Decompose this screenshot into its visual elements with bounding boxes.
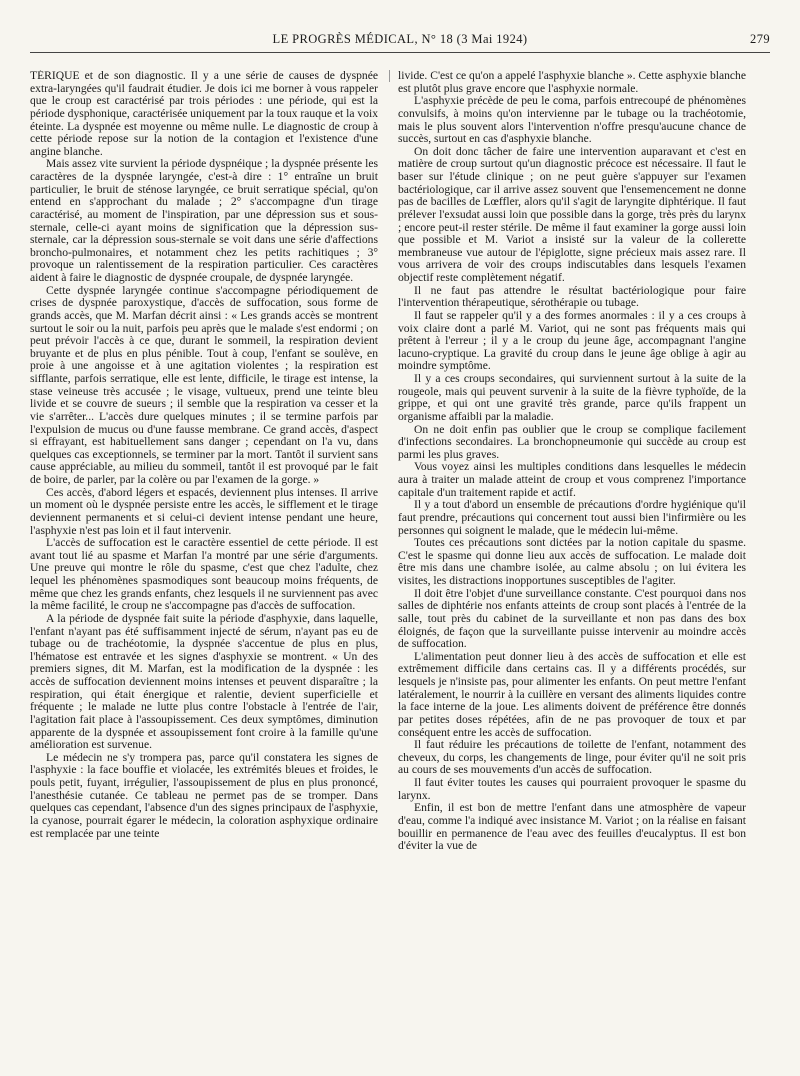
paragraph: TÉRIQUE et de son diagnostic. Il y a une série de causes de dyspnée extra-laryngées qu'il faudrait étudier. Je dois ici me borner à vous rappeler que le croup est caractérisé par trois périodes : une période, qui est la période dysphonique, caractérisée uniquement par la toux rauque et la voix éteinte. La dyspnée est moyenne ou même nulle. Le diagnostic de croup à cette période repose sur la notion de la contagion et l'existence d'une angine blanche.: [30, 70, 378, 158]
paragraph: L'alimentation peut donner lieu à des accès de suffocation et elle est extrêmement difficile dans certains cas. Il y a différents procédés, sur lesquels je n'insiste pas, pour alimenter les enfants. On peut mettre l'enfant latéralement, le nourrir à la cuillère en versant des aliments liquides contre la face interne de la joue. Les aliments doivent de préférence être donnés par petites doses répétées, afin de ne pas provoquer de toux et par conséquent entre les accès de suffocation.: [398, 649, 746, 739]
paragraph: L'asphyxie précède de peu le coma, parfois entrecoupé de phénomènes convulsifs, à moins qu'on intervienne par le tubage ou la trachéotomie, mais le plus souvent alors l'intervention n'offre presqu'aucune chance de succès, surtout en cas d'asphyxie blanche.: [398, 94, 746, 146]
running-header: [24, 32, 776, 52]
left-column: [30, 70, 378, 1060]
paragraph: Il faut éviter toutes les causes qui pourraient provoquer le spasme du larynx.: [398, 776, 746, 802]
paragraph: Il y a tout d'abord un ensemble de précautions d'ordre hygiénique qu'il faut prendre, précautions qui concernent tout aussi bien l'infirmière ou les personnes qui soignent le malade, que le médecin lui-même.: [398, 498, 746, 537]
paragraph: Il y a ces croups secondaires, qui surviennent surtout à la suite de la rougeole, mais qui peuvent survenir à la suite de la fièvre typhoïde, de la grippe, et qui ont une gravité très grande, parce qu'ils frappent un organisme affaibli par la maladie.: [398, 372, 746, 423]
paragraph: Ces accès, d'abord légers et espacés, deviennent plus intenses. Il arrive un moment où le dyspnée persiste entre les accès, le sifflement et le tirage deviennent permanents et si celui-ci devient intense pendant une heure, l'asphyxie n'est pas loin et il faut intervenir.: [30, 485, 378, 537]
paragraph: livide. C'est ce qu'on a appelé l'asphyxie blanche ». Cette asphyxie blanche est plutôt plus grave encore que l'asphyxie normale.: [398, 70, 746, 95]
header-rule: [30, 52, 770, 53]
page-number: 279: [750, 32, 770, 46]
journal-title: LE PROGRÈS MÉDICAL, N° 18 (3 Mai 1924): [272, 32, 528, 46]
right-column: [398, 70, 746, 1060]
paragraph: Vous voyez ainsi les multiples conditions dans lesquelles le médecin aura à traiter un malade atteint de croup et vous comprenez l'importance capitale d'un traitement rapide et actif.: [398, 460, 746, 499]
column-divider: [389, 70, 390, 82]
paragraph: Il faut réduire les précautions de toilette de l'enfant, notamment des cheveux, du corps, les changements de linge, pour éviter qu'il ne soit pris au cours de ses mouvements d'un accès de suffocation.: [398, 738, 746, 777]
paragraph: Toutes ces précautions sont dictées par la notion capitale du spasme. C'est le spasme qui donne lieu aux accès de suffocation. Le malade doit être mis dans une chambre isolée, au calme absolu ; on lui évitera les visites, les distractions inopportunes susceptibles de l'agiter.: [398, 536, 746, 587]
paragraph: Enfin, il est bon de mettre l'enfant dans une atmosphère de vapeur d'eau, comme l'a indiqué avec insistance M. Variot ; on la réalise en faisant bouillir en permanence de l'eau avec des feuilles d'eucalyptus. Il est bon d'éviter la vue de: [398, 801, 746, 853]
paragraph: On doit donc tâcher de faire une intervention auparavant et c'est en matière de croup surtout qu'un diagnostic précoce est nécessaire. Il faut le baser sur l'étude clinique ; on ne peut guère s'appuyer sur l'examen bactériologique, car il arrive assez souvent que l'ensemencement ne donne pas de bacilles de Lœffler, alors qu'il s'agit de laryngite diphtérique. Il faut prélever l'exsudat aussi loin que possible dans la gorge, très près du larynx ; encore peut-il rester stérile. De même il faut examiner la gorge aussi loin que possible et M. Variot a insisté sur la valeur de la collerette membraneuse vue autour de l'épiglotte, signe précieux mais assez rare. Il vous arrivera de voir des croups indiscutables dans lesquels l'examen objectif reste complètement négatif.: [398, 144, 746, 284]
paragraph: Il doit être l'objet d'une surveillance constante. C'est pourquoi dans nos salles de diphtérie nos enfants atteints de croup sont placés à l'entrée de la salle, tout près du cabinet de la surveillante et non pas dans des box éloignés, de façon que la surveillante puisse intervenir au moindre accès de suffocation.: [398, 586, 746, 651]
paragraph: L'accès de suffocation est le caractère essentiel de cette période. Il est avant tout lié au spasme et Marfan l'a montré par une série d'arguments. Une preuve qui montre le rôle du spasme, c'est que chez l'adulte, chez lequel les phénomènes spasmodiques sont beaucoup moins fréquents, de même que chez les grands enfants, chez lesquels il ne surviennent pas avec la même facilité, le croup ne s'accompagne pas d'accès de suffocation.: [30, 536, 378, 613]
paragraph: Cette dyspnée laryngée continue s'accompagne périodiquement de crises de dyspnée paroxystique, d'accès de suffocation, sous forme de grands accès, que M. Marfan décrit ainsi : « Les grands accès se montrent surtout le soir ou la nuit, parfois peu après que le malade s'est endormi ; on peut prévoir l'accès à ce que, durant le sommeil, la respiration devient bruyante et de plus en plus pénible. Tout à coup, l'enfant se soulève, en proie à une angoisse et à une agitation violentes ; la respiration est sifflante, parfois serratique, elle est lente, difficile, le tirage est intense, la stase veineuse très accusée ; le visage, vultueux, prend une teinte bleu livide et se couvre de sueurs ; il semble que la respiration va cesser et la vie s'arrêter... L'accès dure quelques minutes ; il se termine parfois par l'expulsion de mucus ou d'une fausse membrane. Ce grand accès, d'aspect si effrayant, est habituellement sans danger ; cependant on l'a vu, dans quelques cas exceptionnels, se terminer par la mort. Tantôt il survient sans cause appréciable, au milieu du sommeil, tantôt il est provoqué par le fait de boire, de parler, par la colère ou par l'examen de la gorge. »: [30, 283, 378, 486]
paragraph: On ne doit enfin pas oublier que le croup se complique facilement d'infections secondaires. La bronchopneumonie qui succède au croup est parmi les plus graves.: [398, 422, 746, 461]
paragraph: Il ne faut pas attendre le résultat bactériologique pour faire l'intervention thérapeutique, sérothérapie ou tubage.: [398, 283, 746, 310]
paragraph: A la période de dyspnée fait suite la période d'asphyxie, dans laquelle, l'enfant n'ayant pas été suffisamment injecté de sérum, n'ayant pas eu de tubage ou de trachéotomie, la dyspnée s'accentue de plus en plus, l'hématose est entravée et les signes d'asphyxie se montrent. « Un des premiers signes, dit M. Marfan, est la modification de la dyspnée : les accès de suffocation deviennent moins intenses et peuvent disparaître ; la respiration, qui était énergique et ralentie, devient superficielle et fréquente ; le malade ne lutte plus contre l'obstacle à l'entrée de l'air, l'agitation fait place à l'assoupissement. Ces deux symptômes, diminution apparente de la dyspnée et assoupissement font croire à la famille qu'une amélioration est survenue.: [30, 611, 378, 752]
paragraph: Mais assez vite survient la période dyspnéique ; la dyspnée présente les caractères de la dyspnée laryngée, c'est-à dire : 1° entraîne un bruit particulier, le bruit de sténose laryngée, ce bruit serratique spécial, qu'on entend en s'approchant du malade ; 2° s'accompagne d'un tirage caractérisé, au moment de l'inspiration, par une dépression sus et sous-sternale, celle-ci ayant moins de signification que la dépression sus-sternale, car la dépression sous-sternale se voit dans une série d'affections broncho-pulmonaires, et notamment chez les petits rachitiques ; 3° provoque un ralentissement de la respiration particulier. Ces caractères aident à faire le diagnostic de dyspnée croupale, de dyspnée laryngée.: [30, 157, 378, 284]
paragraph: Le médecin ne s'y trompera pas, parce qu'il constatera les signes de l'asphyxie : la face bouffie et violacée, les extrémités bleues et froides, le pouls petit, fuyant, irrégulier, l'assoupissement de plus en plus prononcé, l'anesthésie cutanée. Ce tableau ne permet pas de se tromper. Dans quelques cas cependant, l'absence d'un des signes principaux de l'asphyxie, la cyanose, pourrait égarer le médecin, la coloration asphyxique ordinaire est remplacée par une teinte: [30, 750, 378, 840]
paragraph: Il faut se rappeler qu'il y a des formes anormales : il y a ces croups à voix claire dont a parlé M. Variot, qui ne sont pas fréquents mais qui prêtent à l'erreur ; il y a le croup du jeune âge, accompagnant l'angine lacuno-cryptique. La gravité du croup dans le jeune âge oblige à agir au moindre symptôme.: [398, 308, 746, 373]
